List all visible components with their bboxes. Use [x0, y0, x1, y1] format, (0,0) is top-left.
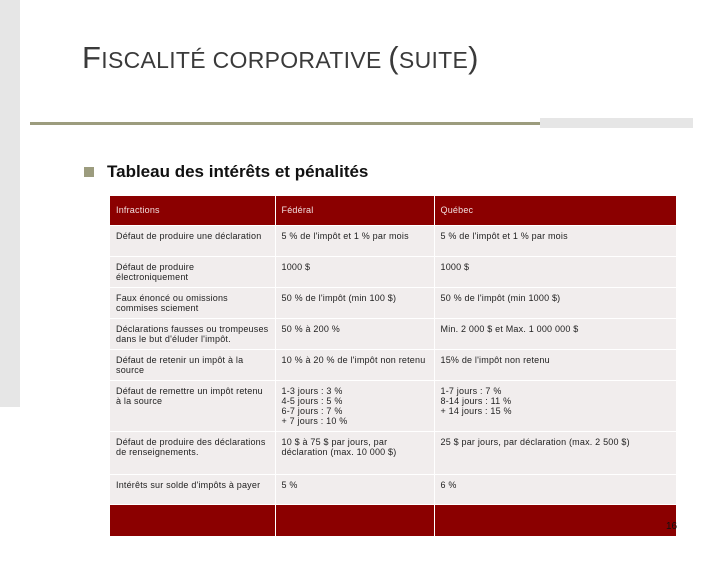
cell-infraction: Défaut de produire électroniquement	[110, 256, 275, 287]
cell-federal: 5 %	[275, 474, 434, 504]
divider-accent-block	[540, 118, 693, 128]
cell-quebec: 6 %	[434, 474, 676, 504]
title-part: ISCALITÉ CORPORATIVE	[101, 47, 389, 73]
cell-infraction: Intérêts sur solde d'impôts à payer	[110, 474, 275, 504]
cell-federal: 10 $ à 75 $ par jours, par déclaration (max. 10 000 $)	[275, 431, 434, 474]
title-part: (	[388, 40, 399, 75]
header-quebec: Québec	[434, 196, 676, 225]
side-decoration-bar	[0, 0, 20, 407]
footer-cell	[434, 504, 676, 536]
cell-federal: 50 % de l'impôt (min 100 $)	[275, 287, 434, 318]
cell-federal: 5 % de l'impôt et 1 % par mois	[275, 225, 434, 256]
title-part: F	[82, 40, 102, 75]
cell-quebec: 1-7 jours : 7 % 8-14 jours : 11 % + 14 jours : 15 %	[434, 380, 676, 431]
cell-quebec: 25 $ par jours, par déclaration (max. 2 500 $)	[434, 431, 676, 474]
table-row	[110, 318, 676, 349]
footer-cell	[275, 504, 434, 536]
footer-cell	[110, 504, 275, 536]
cell-infraction: Défaut de remettre un impôt retenu à la source	[110, 380, 275, 431]
header-federal: Fédéral	[275, 196, 434, 225]
cell-infraction: Faux énoncé ou omissions commises sciement	[110, 287, 275, 318]
cell-quebec: Min. 2 000 $ et Max. 1 000 000 $	[434, 318, 676, 349]
title-divider	[30, 122, 540, 125]
cell-infraction: Défaut de produire une déclaration	[110, 225, 275, 256]
cell-federal: 1-3 jours : 3 % 4-5 jours : 5 % 6-7 jours : 7 % + 7 jours : 10 %	[275, 380, 434, 431]
cell-federal: 10 % à 20 % de l'impôt non retenu	[275, 349, 434, 380]
table-footer-row	[110, 504, 676, 536]
penalties-table	[110, 196, 677, 536]
section-heading: Tableau des intérêts et pénalités	[107, 162, 369, 181]
page-number: 16	[666, 521, 678, 532]
cell-infraction: Déclarations fausses ou trompeuses dans le but d'éluder l'impôt.	[110, 318, 275, 349]
table-row	[110, 380, 676, 431]
cell-federal: 1000 $	[275, 256, 434, 287]
table-row	[110, 474, 676, 504]
header-infractions: Infractions	[110, 196, 275, 225]
square-bullet-icon	[84, 167, 94, 177]
title-part: SUITE	[398, 47, 469, 73]
table-header-row	[110, 196, 676, 225]
table-row	[110, 256, 676, 287]
table-row	[110, 349, 676, 380]
table-row	[110, 225, 676, 256]
cell-quebec: 5 % de l'impôt et 1 % par mois	[434, 225, 676, 256]
cell-infraction: Défaut de produire des déclarations de renseignements.	[110, 431, 275, 474]
cell-quebec: 50 % de l'impôt (min 1000 $)	[434, 287, 676, 318]
cell-infraction: Défaut de retenir un impôt à la source	[110, 349, 275, 380]
slide-title	[82, 40, 479, 76]
cell-quebec: 1000 $	[434, 256, 676, 287]
title-part: )	[468, 40, 479, 75]
table-row	[110, 287, 676, 318]
cell-federal: 50 % à 200 %	[275, 318, 434, 349]
cell-quebec: 15% de l'impôt non retenu	[434, 349, 676, 380]
table-row	[110, 431, 676, 474]
